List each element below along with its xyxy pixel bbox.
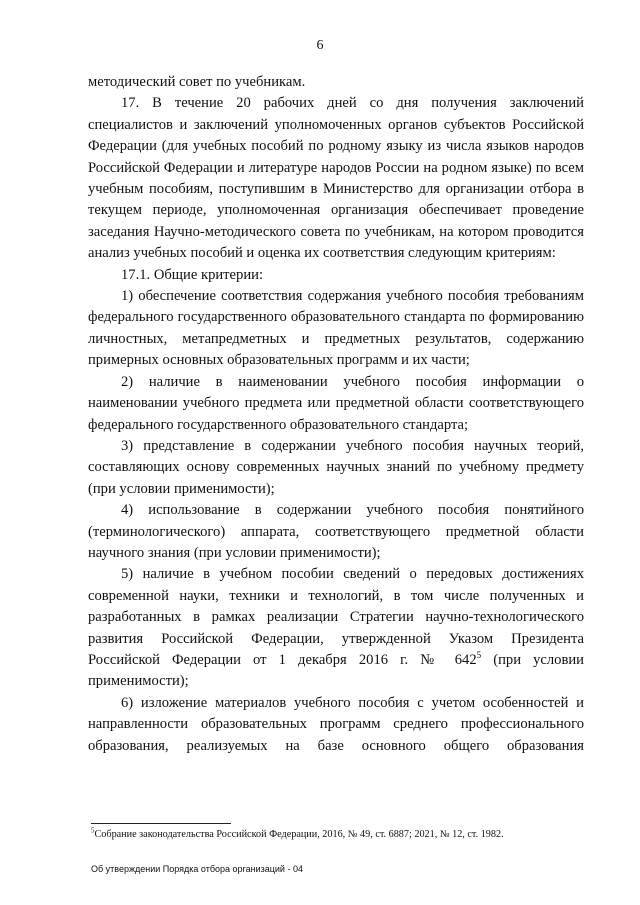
footnote-reference[interactable]: 5 [476, 650, 482, 661]
paragraph-criterion-2: 2) наличие в наименовании учебного пособия информации о наименовании учебного предмета или предметной области соответствующего федерального государственного образовательного стандарта; [88, 373, 584, 433]
footnote-marker: 5 [91, 826, 95, 835]
paragraph-general-criteria-heading: 17.1. Общие критерии: [121, 266, 263, 283]
paragraph-continuation: методический совет по учебникам. [88, 74, 306, 90]
footnote-text: Собрание законодательства Российской Федерации, 2016, № 49, ст. 6887; 2021, № 12, ст. 1982. [94, 829, 504, 840]
criterion-5-text-end: (при условии применимости); [88, 651, 584, 690]
paragraph-criterion-5 [88, 564, 584, 692]
paragraph-criterion-4: 4) использование в содержании учебного пособия понятийного (терминологического) аппарата, соответствующего предметной области научного знания (при условии применимости); [88, 502, 584, 561]
footnote-divider [91, 823, 231, 824]
footnote [91, 828, 591, 841]
document-footer: Об утверждении Порядка отбора организаций - 04 [91, 864, 303, 874]
paragraph-criterion-1: 1) обеспечение соответствия содержания учебного пособия требованиям федерального государственного образовательного стандарта по формированию личностных, метапредметных и предметных результатов, содержанию примерных основных образовательных программ и их части; [88, 288, 584, 369]
criterion-5-text: 5) наличие в учебном пособии сведений о передовых достижениях современной науки, техники и технологий, в том числе полученных и разработанных в рамках реализации Стратегии научно-технологического развития Российской Федерации, утвержденной Указом Президента Российской Федерации от 1 декабря 2016 г. № 642 [88, 566, 584, 668]
page-number: 6 [316, 38, 324, 53]
paragraph-criterion-3: 3) представление в содержании учебного пособия научных теорий, составляющих основу современных научных знаний по учебному предмету (при условии применимости); [88, 437, 584, 497]
document-body [88, 72, 584, 757]
paragraph-criterion-6: 6) изложение материалов учебного пособия с учетом особенностей и направленности образовательных программ среднего профессионального образования, реализуемых на базе основного общего образования [88, 694, 584, 754]
paragraph-item-17: 17. В течение 20 рабочих дней со дня получения заключений специалистов и заключений уполномоченных органов субъектов Российской Федерации (для учебных пособий по родному языку из числа языков народов Российской Федерации и литературе народов России на родном языке) по всем учебным пособиям, поступившим в Министерство для организации отбора в текущем периоде, уполномоченная организация обеспечивает проведение заседания Научно-методического совета по учебникам, на котором проводится анализ учебных пособий и оценка их соответствия следующим критериям: [88, 95, 584, 262]
